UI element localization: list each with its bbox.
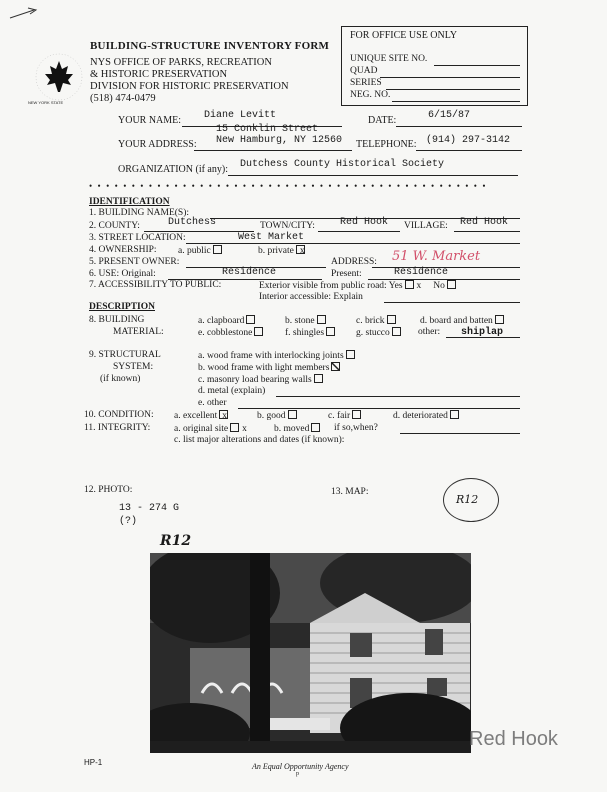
- own-public-option[interactable]: [178, 245, 225, 256]
- own-public-label: a. public: [178, 246, 211, 256]
- agency-phone: (518) 474-0479: [90, 93, 156, 104]
- mat-brick[interactable]: [356, 315, 399, 326]
- mat-shingles[interactable]: [285, 327, 338, 338]
- pen-mark-icon: [8, 6, 38, 20]
- sys-light-members-checkbox[interactable]: [331, 362, 340, 371]
- your-address-label: YOUR ADDRESS:: [118, 139, 197, 150]
- unique-site-field[interactable]: [434, 65, 520, 66]
- sys-other-field[interactable]: [238, 408, 520, 409]
- building-name-label: 1. BUILDING NAME(S):: [89, 208, 190, 218]
- village-label: VILLAGE:: [404, 221, 448, 231]
- dot-separator: •••••••••••••••••••••••••••••••••••••••••••••••: [89, 181, 491, 191]
- int-when-label: if so,when?: [334, 423, 378, 433]
- int-moved[interactable]: [274, 423, 323, 434]
- exterior-no-label: No: [433, 281, 445, 291]
- mat-clapboard-checkbox[interactable]: [246, 315, 255, 324]
- form-id: HP-1: [84, 758, 103, 767]
- mat-board-batten-checkbox[interactable]: [495, 315, 504, 324]
- mat-stucco-checkbox[interactable]: [392, 327, 401, 336]
- accessibility-label: 7. ACCESSIBILITY TO PUBLIC:: [89, 280, 222, 290]
- photo-handwritten-label: R12: [160, 533, 192, 549]
- agency-line-2: & HISTORIC PRESERVATION: [90, 69, 228, 80]
- form-title: BUILDING-STRUCTURE INVENTORY FORM: [90, 40, 330, 52]
- int-moved-checkbox[interactable]: [311, 423, 320, 432]
- cond-fair[interactable]: [328, 410, 364, 421]
- cond-fair-checkbox[interactable]: [352, 410, 361, 419]
- village-value[interactable]: Red Hook: [460, 217, 509, 228]
- logo-state: NEW YORK STATE: [28, 100, 64, 105]
- mat-clapboard[interactable]: [198, 315, 258, 326]
- exterior-visible-label: Exterior visible from public road: Yes: [259, 281, 403, 291]
- your-name-value[interactable]: Diane Levitt: [204, 110, 277, 121]
- mat-brick-label: c. brick: [356, 316, 385, 326]
- own-private-mark: x: [299, 246, 305, 256]
- structural-label-3: (if known): [100, 374, 141, 384]
- equal-opportunity: An Equal Opportunity Agency: [252, 762, 349, 771]
- mat-cobblestone-label: e. cobblestone: [198, 328, 253, 338]
- structural-label-1: 9. STRUCTURAL: [89, 350, 161, 360]
- int-original-site-mark: x: [242, 424, 247, 434]
- int-original-site-label: a. original site: [174, 424, 229, 434]
- mat-stucco[interactable]: [356, 327, 404, 338]
- map-handwritten-label: R12: [456, 493, 479, 506]
- cond-excellent[interactable]: [174, 410, 227, 421]
- cond-good-checkbox[interactable]: [288, 410, 297, 419]
- mat-other-value[interactable]: shiplap: [461, 327, 504, 338]
- exterior-no-checkbox[interactable]: [447, 280, 456, 289]
- sys-light-members-label: b. wood frame with light members: [198, 363, 330, 373]
- neg-no-label: NEG. NO.: [350, 90, 391, 100]
- cond-fair-label: c. fair: [328, 411, 351, 421]
- exterior-yes-checkbox[interactable]: [405, 280, 414, 289]
- maple-leaf-icon: [34, 52, 84, 102]
- mat-stone-label: b. stone: [285, 316, 315, 326]
- mat-cobblestone[interactable]: [198, 327, 266, 338]
- int-when-field[interactable]: [400, 433, 520, 434]
- county-label: 2. COUNTY:: [89, 221, 140, 231]
- mat-board-batten[interactable]: [420, 315, 507, 326]
- house-photo-illustration: [150, 553, 471, 753]
- mat-cobblestone-checkbox[interactable]: [254, 327, 263, 336]
- own-public-checkbox[interactable]: [213, 245, 222, 254]
- your-name-label: YOUR NAME:: [118, 115, 182, 126]
- building-material-label-2: MATERIAL:: [113, 327, 164, 337]
- series-field[interactable]: [386, 89, 520, 90]
- use-present-value[interactable]: Residence: [394, 267, 449, 278]
- condition-label: 10. CONDITION:: [84, 410, 154, 420]
- own-private-label: b. private: [258, 246, 294, 256]
- nys-logo: [28, 52, 84, 105]
- sys-masonry[interactable]: [198, 374, 326, 385]
- mat-shingles-checkbox[interactable]: [326, 327, 335, 336]
- exterior-visible-option[interactable]: [259, 280, 459, 291]
- sys-interlocking-label: a. wood frame with interlocking joints: [198, 351, 344, 361]
- use-original-value[interactable]: Residence: [222, 267, 277, 278]
- sys-interlocking-checkbox[interactable]: [346, 350, 355, 359]
- page-mark: p: [296, 771, 299, 777]
- address-line-1[interactable]: 15 Conklin Street: [216, 124, 319, 135]
- town-value[interactable]: Red Hook: [340, 217, 389, 228]
- exterior-yes-mark: x: [416, 281, 422, 291]
- int-original-site-checkbox[interactable]: [230, 423, 239, 432]
- date-value[interactable]: 6/15/87: [428, 110, 471, 121]
- mat-other-label: other:: [418, 327, 441, 337]
- organization-value[interactable]: Dutchess County Historical Society: [240, 159, 445, 170]
- interior-accessible-label: Interior accessible: Explain: [259, 292, 363, 302]
- sys-interlocking[interactable]: [198, 350, 358, 361]
- map-label: 13. MAP:: [331, 487, 369, 497]
- photo-label: 12. PHOTO:: [84, 485, 133, 495]
- photo-ref: 13 - 274 G: [119, 503, 180, 514]
- town-label: TOWN/CITY:: [260, 221, 315, 231]
- photo-note: (?): [119, 516, 138, 527]
- cond-good-label: b. good: [257, 411, 286, 421]
- series-label: SERIES: [350, 78, 382, 88]
- cond-good[interactable]: [257, 410, 300, 421]
- int-original-site[interactable]: [174, 423, 247, 434]
- integrity-label: 11. INTEGRITY:: [84, 423, 151, 433]
- quad-field[interactable]: [380, 77, 520, 78]
- sys-masonry-checkbox[interactable]: [314, 374, 323, 383]
- agency-line-1: NYS OFFICE OF PARKS, RECREATION: [90, 57, 272, 68]
- sys-metal-field[interactable]: [276, 396, 520, 397]
- mat-board-batten-label: d. board and batten: [420, 316, 493, 326]
- telephone-value[interactable]: (914) 297-3142: [426, 135, 511, 146]
- mat-stone-checkbox[interactable]: [317, 315, 326, 324]
- office-use-box: [341, 26, 528, 106]
- address-line-2[interactable]: New Hamburg, NY 12560: [216, 135, 343, 146]
- agency-line-3: DIVISION FOR HISTORIC PRESERVATION: [90, 81, 289, 92]
- building-material-label-1: 8. BUILDING: [89, 315, 145, 325]
- own-private-option[interactable]: [258, 245, 305, 256]
- use-present-label: Present:: [331, 269, 362, 279]
- county-value[interactable]: Dutchess: [168, 217, 217, 228]
- mat-brick-checkbox[interactable]: [387, 315, 396, 324]
- date-label: DATE:: [368, 115, 397, 126]
- street-value[interactable]: West Market: [238, 232, 305, 243]
- mat-stucco-label: g. stucco: [356, 328, 390, 338]
- int-moved-label: b. moved: [274, 424, 310, 434]
- description-heading: DESCRIPTION: [89, 302, 155, 312]
- cond-deteriorated[interactable]: [393, 410, 462, 421]
- cond-excellent-label: a. excellent: [174, 411, 218, 421]
- sys-light-members[interactable]: [198, 362, 343, 373]
- identification-heading: IDENTIFICATION: [89, 197, 170, 207]
- quad-label: QUAD: [350, 66, 378, 76]
- mat-clapboard-label: a. clapboard: [198, 316, 245, 326]
- sys-metal-label: d. metal (explain): [198, 386, 266, 396]
- mat-stone[interactable]: [285, 315, 329, 326]
- organization-label: ORGANIZATION (if any):: [118, 164, 228, 175]
- ownership-label: 4. OWNERSHIP:: [89, 245, 157, 255]
- interior-explain-field[interactable]: [384, 302, 520, 303]
- telephone-label: TELEPHONE:: [356, 139, 417, 150]
- sys-other-label: e. other: [198, 398, 227, 408]
- cond-excellent-mark: x: [222, 411, 228, 421]
- cond-deteriorated-label: d. deteriorated: [393, 411, 448, 421]
- neg-no-field[interactable]: [392, 101, 520, 102]
- present-owner-label: 5. PRESENT OWNER:: [89, 257, 180, 267]
- watermark: Red Hook: [469, 728, 558, 750]
- unique-site-label: UNIQUE SITE NO.: [350, 54, 428, 64]
- building-photo: [150, 553, 471, 753]
- structural-label-2: SYSTEM:: [113, 362, 154, 372]
- sys-masonry-label: c. masonry load bearing walls: [198, 375, 312, 385]
- cond-deteriorated-checkbox[interactable]: [450, 410, 459, 419]
- int-alterations-label: c. list major alterations and dates (if known):: [174, 435, 345, 445]
- office-title: FOR OFFICE USE ONLY: [350, 30, 458, 41]
- owner-address-label: ADDRESS:: [331, 257, 377, 267]
- use-original-label: 6. USE: Original:: [89, 269, 156, 279]
- street-label: 3. STREET LOCATION:: [89, 233, 186, 243]
- mat-shingles-label: f. shingles: [285, 328, 325, 338]
- owner-address-handwritten[interactable]: 51 W. Market: [392, 249, 481, 264]
